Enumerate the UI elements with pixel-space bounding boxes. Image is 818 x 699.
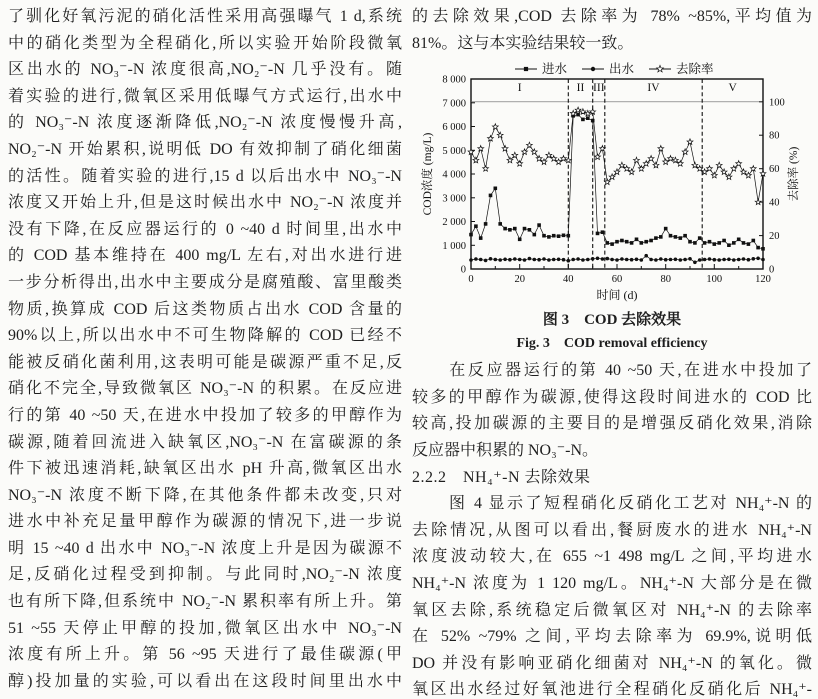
phase-label: III (593, 82, 605, 95)
square-marker (727, 244, 731, 248)
star-marker (760, 171, 766, 177)
circle-marker (615, 258, 619, 262)
text-line: 氧区去除,系统稳定后微氧区对 NH₄⁺-N 的去除率 (412, 601, 812, 619)
circle-marker (644, 254, 648, 258)
square-marker (503, 227, 507, 231)
legend-label: 出水 (609, 62, 635, 77)
circle-marker (591, 257, 595, 261)
x-axis-title: 时间 (d) (596, 288, 638, 303)
square-marker (547, 235, 551, 239)
square-marker (528, 228, 532, 232)
text-line: 碳源,随着回流进入缺氧区,NO₃⁻-N 在富碳源的条 (8, 433, 402, 451)
text-line: 区出水的 NO₃⁻-N 浓度很高,NO₂⁻-N 几乎没有。随 (8, 61, 402, 79)
star-marker (657, 66, 664, 73)
text-line: 件下被迅速消耗,缺氧区出水 pH 升高,微氧区出水 (8, 460, 402, 478)
circle-marker (552, 258, 556, 262)
text-line: 也有所下降,但系统中 NO₂⁻-N 累积率有所上升。第 (8, 593, 402, 611)
star-marker (488, 136, 494, 142)
circle-marker (625, 258, 629, 262)
star-marker (595, 154, 601, 160)
circle-marker (620, 257, 624, 261)
star-marker (716, 162, 722, 168)
square-marker (664, 227, 668, 231)
figure-caption-en: Fig. 3 COD removal efficiency (516, 336, 708, 352)
phase-label: I (517, 82, 522, 95)
square-marker (717, 241, 721, 245)
y-left-tick: 5 000 (442, 145, 466, 157)
circle-marker (567, 259, 571, 263)
text-line: 图 4 显示了短程硝化反硝化工艺对 NH₄⁺-N 的 (412, 495, 812, 513)
text-line: 在 52% ~79% 之间,平均去除率为 69.9%,说明低 (412, 628, 812, 646)
circle-marker (649, 258, 653, 262)
circle-marker (581, 258, 585, 262)
y-left-tick: 7 000 (442, 98, 466, 110)
square-marker (737, 238, 741, 242)
circle-marker (542, 257, 546, 261)
square-marker (557, 235, 561, 239)
y-left-tick: 1 000 (442, 240, 466, 252)
circle-marker (732, 258, 736, 262)
text-line: NH₄⁺-N 浓度为 1 120 mg/L。NH₄⁺-N 大部分是在微 (412, 574, 812, 592)
circle-marker (576, 257, 580, 261)
square-marker (581, 118, 585, 122)
text-line: 足,反硝化过程受到抑制。与此同时,NO₂⁻-N 浓度 (8, 566, 402, 584)
square-marker (756, 246, 760, 250)
text-line: 90%以上,所以出水中不可生物降解的 COD 已经不 (8, 327, 402, 345)
star-marker (531, 149, 537, 155)
square-marker (542, 234, 546, 238)
square-marker (752, 239, 756, 243)
square-marker (635, 238, 639, 242)
circle-marker (761, 258, 765, 262)
phase-label: II (576, 82, 585, 95)
y-right-tick: 40 (769, 197, 780, 209)
x-tick: 20 (514, 274, 525, 286)
circle-marker (513, 257, 517, 261)
square-marker (562, 234, 566, 238)
star-marker (590, 109, 596, 115)
star-marker (755, 199, 761, 205)
star-marker (658, 146, 664, 152)
star-marker (750, 166, 756, 172)
text-line: 行的第 40 ~50 天,在进水中投加了较多的甲醇作为 (8, 406, 402, 424)
square-marker (654, 236, 658, 240)
square-marker (708, 240, 712, 244)
circle-marker (679, 258, 683, 262)
circle-marker (688, 257, 692, 261)
x-tick: 60 (611, 274, 623, 286)
square-marker (513, 227, 517, 231)
square-marker (722, 239, 726, 243)
text-line: 81%。这与本实验结果较一致。 (412, 34, 634, 52)
text-line: 没有下降,在反应器运行的 0 ~40 d 时间里,出水中 (8, 220, 402, 238)
square-marker (649, 239, 653, 243)
circle-marker (484, 259, 488, 263)
star-marker (517, 161, 523, 167)
square-marker (669, 234, 673, 238)
circle-marker (562, 258, 566, 262)
square-marker (683, 234, 687, 238)
circle-marker (737, 258, 741, 262)
square-marker (693, 241, 697, 245)
square-marker (747, 242, 751, 246)
square-marker (523, 227, 527, 231)
circle-marker (669, 258, 673, 262)
square-marker (576, 113, 580, 117)
left-text-column (8, 4, 402, 695)
circle-marker (717, 258, 721, 262)
star-marker (682, 149, 688, 155)
text-line: 着实验的进行,微氧区采用低曝气方式运行,出水中 (8, 87, 402, 105)
circle-marker (498, 258, 502, 262)
circle-marker (533, 258, 537, 262)
square-marker (508, 228, 512, 232)
square-marker (567, 234, 571, 238)
square-marker (524, 67, 528, 71)
circle-marker (469, 258, 473, 262)
phase-label: IV (647, 82, 660, 95)
phase-label: V (728, 82, 737, 95)
section-heading: 2.2.2 NH₄⁺-N 去除效果 (412, 468, 591, 486)
circle-marker (494, 258, 498, 262)
circle-marker (479, 258, 483, 262)
right-intro-lines (412, 4, 812, 57)
circle-marker (713, 258, 717, 262)
square-marker (601, 231, 605, 235)
square-marker (596, 232, 600, 236)
square-marker (494, 187, 498, 191)
circle-marker (518, 258, 522, 262)
star-marker (629, 169, 635, 175)
circle-marker (528, 257, 532, 261)
x-tick: 100 (706, 274, 723, 286)
square-marker (732, 241, 736, 245)
circle-marker (537, 258, 541, 262)
text-line: 51 ~55 天停止甲醇的投加,微氧区出水中 NO₃⁻-N (8, 619, 402, 637)
text-line: 一步分析得出,出水中主要成分是腐殖酸、富里酸类 (8, 273, 402, 291)
y-left-axis-title: COD浓度 (mg/L) (422, 132, 434, 216)
square-marker (713, 242, 717, 246)
circle-marker (698, 258, 702, 262)
figure-cod-removal (412, 59, 812, 356)
square-marker (498, 222, 502, 226)
text-line: 较多的甲醇作为碳源,使得这段时间进水的 COD 比 (412, 388, 812, 406)
circle-marker (752, 257, 756, 261)
right-body-lines (412, 358, 812, 699)
circle-marker (557, 258, 561, 262)
circle-marker (708, 257, 712, 261)
text-line: 硝化不完全,导致微氧区 NO₃⁻-N 的积累。在反应进 (8, 380, 402, 398)
text-line: 明 15 ~40 d 出水中 NO₃⁻-N 浓度上升是因为碳源不 (8, 539, 402, 557)
text-line: 中的硝化类型为全程硝化,所以实验开始阶段微氧 (8, 34, 402, 52)
square-marker (644, 240, 648, 244)
text-line: 浓度又开始上升,但是这时候出水中 NO₂⁻-N 浓度并 (8, 194, 402, 212)
star-marker (502, 146, 508, 152)
square-marker (469, 233, 473, 237)
legend-label: 进水 (542, 62, 568, 77)
y-right-tick: 0 (769, 264, 775, 276)
cod-chart (419, 59, 805, 308)
square-marker (630, 241, 634, 245)
circle-marker (571, 258, 575, 262)
circle-marker (601, 257, 605, 261)
cod-chart-svg (419, 59, 805, 303)
y-left-tick: 4 000 (442, 169, 466, 181)
circle-marker (523, 258, 527, 262)
circle-marker (683, 258, 687, 262)
star-marker (492, 124, 498, 130)
circle-marker (727, 258, 731, 262)
square-marker (620, 239, 624, 243)
figure-caption-zh: 图 3 COD 去除效果 (542, 312, 682, 329)
circle-marker (693, 261, 697, 265)
text-line: 的去除效果,COD 去除率为 78% ~85%,平均值为 (412, 8, 812, 25)
y-left-tick: 6 000 (442, 122, 466, 134)
text-line: 反应器中积累的 NO₃⁻-N。 (412, 441, 599, 459)
circle-marker (489, 257, 493, 261)
square-marker (489, 194, 493, 198)
x-tick: 80 (660, 274, 671, 286)
square-marker (659, 235, 663, 239)
circle-marker (674, 258, 678, 262)
circle-marker (630, 258, 634, 262)
text-line: 醇)投加量的实验,可以看出在这段时间里出水中 (8, 672, 402, 690)
text-line: 进水中补充足量甲醇作为碳源的情况下,进一步说 (8, 513, 402, 531)
star-marker (634, 157, 640, 163)
square-marker (615, 240, 619, 244)
circle-marker (606, 257, 610, 261)
text-line: 浓度波动较大,在 655 ~1 498 mg/L 之间,平均进水 (412, 548, 812, 566)
x-tick: 0 (468, 274, 474, 286)
square-marker (698, 236, 702, 240)
square-marker (674, 235, 678, 239)
text-line: 能被反硝化菌利用,这表明可能是碳源严重不足,反 (8, 353, 402, 371)
text-line: 在反应器运行的第 40 ~50 天,在进水中投加了 (412, 362, 812, 380)
text-line: 氧区出水经过好氧池进行全程硝化反硝化后 NH₄⁺- (412, 681, 812, 699)
y-right-tick: 60 (769, 164, 780, 176)
y-left-tick: 3 000 (442, 193, 466, 205)
right-text-column (412, 4, 812, 699)
square-marker (484, 222, 488, 226)
square-marker (703, 241, 707, 245)
text-line: 的 COD 基本维持在 400 mg/L 左右,对出水进行进 (8, 247, 402, 265)
circle-marker (635, 258, 639, 262)
text-line: 的活性。随着实验的进行,15 d 以后出水中 NO₃⁻-N (8, 167, 402, 185)
y-left-tick: 0 (460, 264, 466, 276)
text-line: 的 NO₃⁻-N 浓度逐渐降低,NO₂⁻-N 浓度慢慢升高, (8, 114, 402, 132)
star-marker (473, 157, 479, 163)
square-marker (679, 236, 683, 240)
y-left-tick: 2 000 (442, 217, 466, 229)
circle-marker (742, 257, 746, 261)
circle-marker (664, 258, 668, 262)
text-line: 去除情况,从图可以看出,餐厨废水的进水 NH₄⁺-N (412, 521, 812, 539)
square-marker (688, 240, 692, 244)
star-marker (497, 132, 503, 138)
y-left-tick: 8 000 (442, 74, 466, 86)
star-marker (468, 149, 474, 155)
circle-marker (591, 67, 595, 71)
square-marker (742, 241, 746, 245)
legend-label: 去除率 (676, 62, 714, 77)
circle-marker (503, 258, 507, 262)
square-marker (625, 240, 629, 244)
y-right-tick: 100 (769, 97, 785, 109)
text-line: 较高,投加碳源的主要目的是增强反硝化效果,消除 (412, 415, 812, 433)
square-marker (552, 234, 556, 238)
x-tick: 40 (563, 274, 574, 286)
circle-marker (610, 258, 614, 262)
circle-marker (703, 258, 707, 262)
star-marker (663, 159, 669, 165)
circle-marker (659, 257, 663, 261)
circle-marker (654, 258, 658, 262)
y-right-tick: 20 (769, 231, 780, 243)
circle-marker (747, 258, 751, 262)
circle-marker (586, 258, 590, 262)
square-marker (761, 247, 765, 251)
circle-marker (596, 257, 600, 261)
x-tick: 120 (755, 274, 771, 286)
square-marker (537, 223, 541, 227)
circle-marker (756, 257, 760, 261)
square-marker (606, 241, 610, 245)
circle-marker (547, 258, 551, 262)
text-line: NO₂⁻-N 开始累积,说明低 DO 有效抑制了硝化细菌 (8, 140, 402, 158)
star-marker (522, 149, 528, 155)
square-marker (586, 117, 590, 121)
square-marker (640, 241, 644, 245)
square-marker (533, 233, 537, 237)
text-line: 浓度有所上升。第 56 ~95 天进行了最佳碳源(甲 (8, 646, 402, 664)
circle-marker (474, 257, 478, 261)
text-line: NO₃⁻-N 浓度不断下降,在其他条件都未改变,只对 (8, 486, 402, 504)
star-marker (483, 166, 489, 172)
text-line: 了驯化好氧污泥的硝化活性采用高强曝气 1 d,系统 (8, 8, 402, 25)
circle-marker (508, 258, 512, 262)
y-right-tick: 80 (769, 130, 780, 142)
star-marker (677, 161, 683, 167)
star-marker (478, 146, 484, 152)
circle-marker (640, 258, 644, 262)
y-right-axis-title: 去除率 (%) (788, 146, 800, 202)
square-marker (610, 242, 614, 246)
text-line: DO 并没有影响亚硝化细菌对 NH₄⁺-N 的氧化。微 (412, 654, 812, 672)
square-marker (518, 238, 522, 242)
square-marker (474, 225, 478, 229)
square-marker (479, 236, 483, 240)
star-marker (556, 159, 562, 165)
star-marker (527, 142, 533, 148)
text-line: 物质,换算成 COD 后这类物质占出水 COD 含量的 (8, 300, 402, 318)
circle-marker (722, 258, 726, 262)
star-marker (687, 139, 693, 145)
